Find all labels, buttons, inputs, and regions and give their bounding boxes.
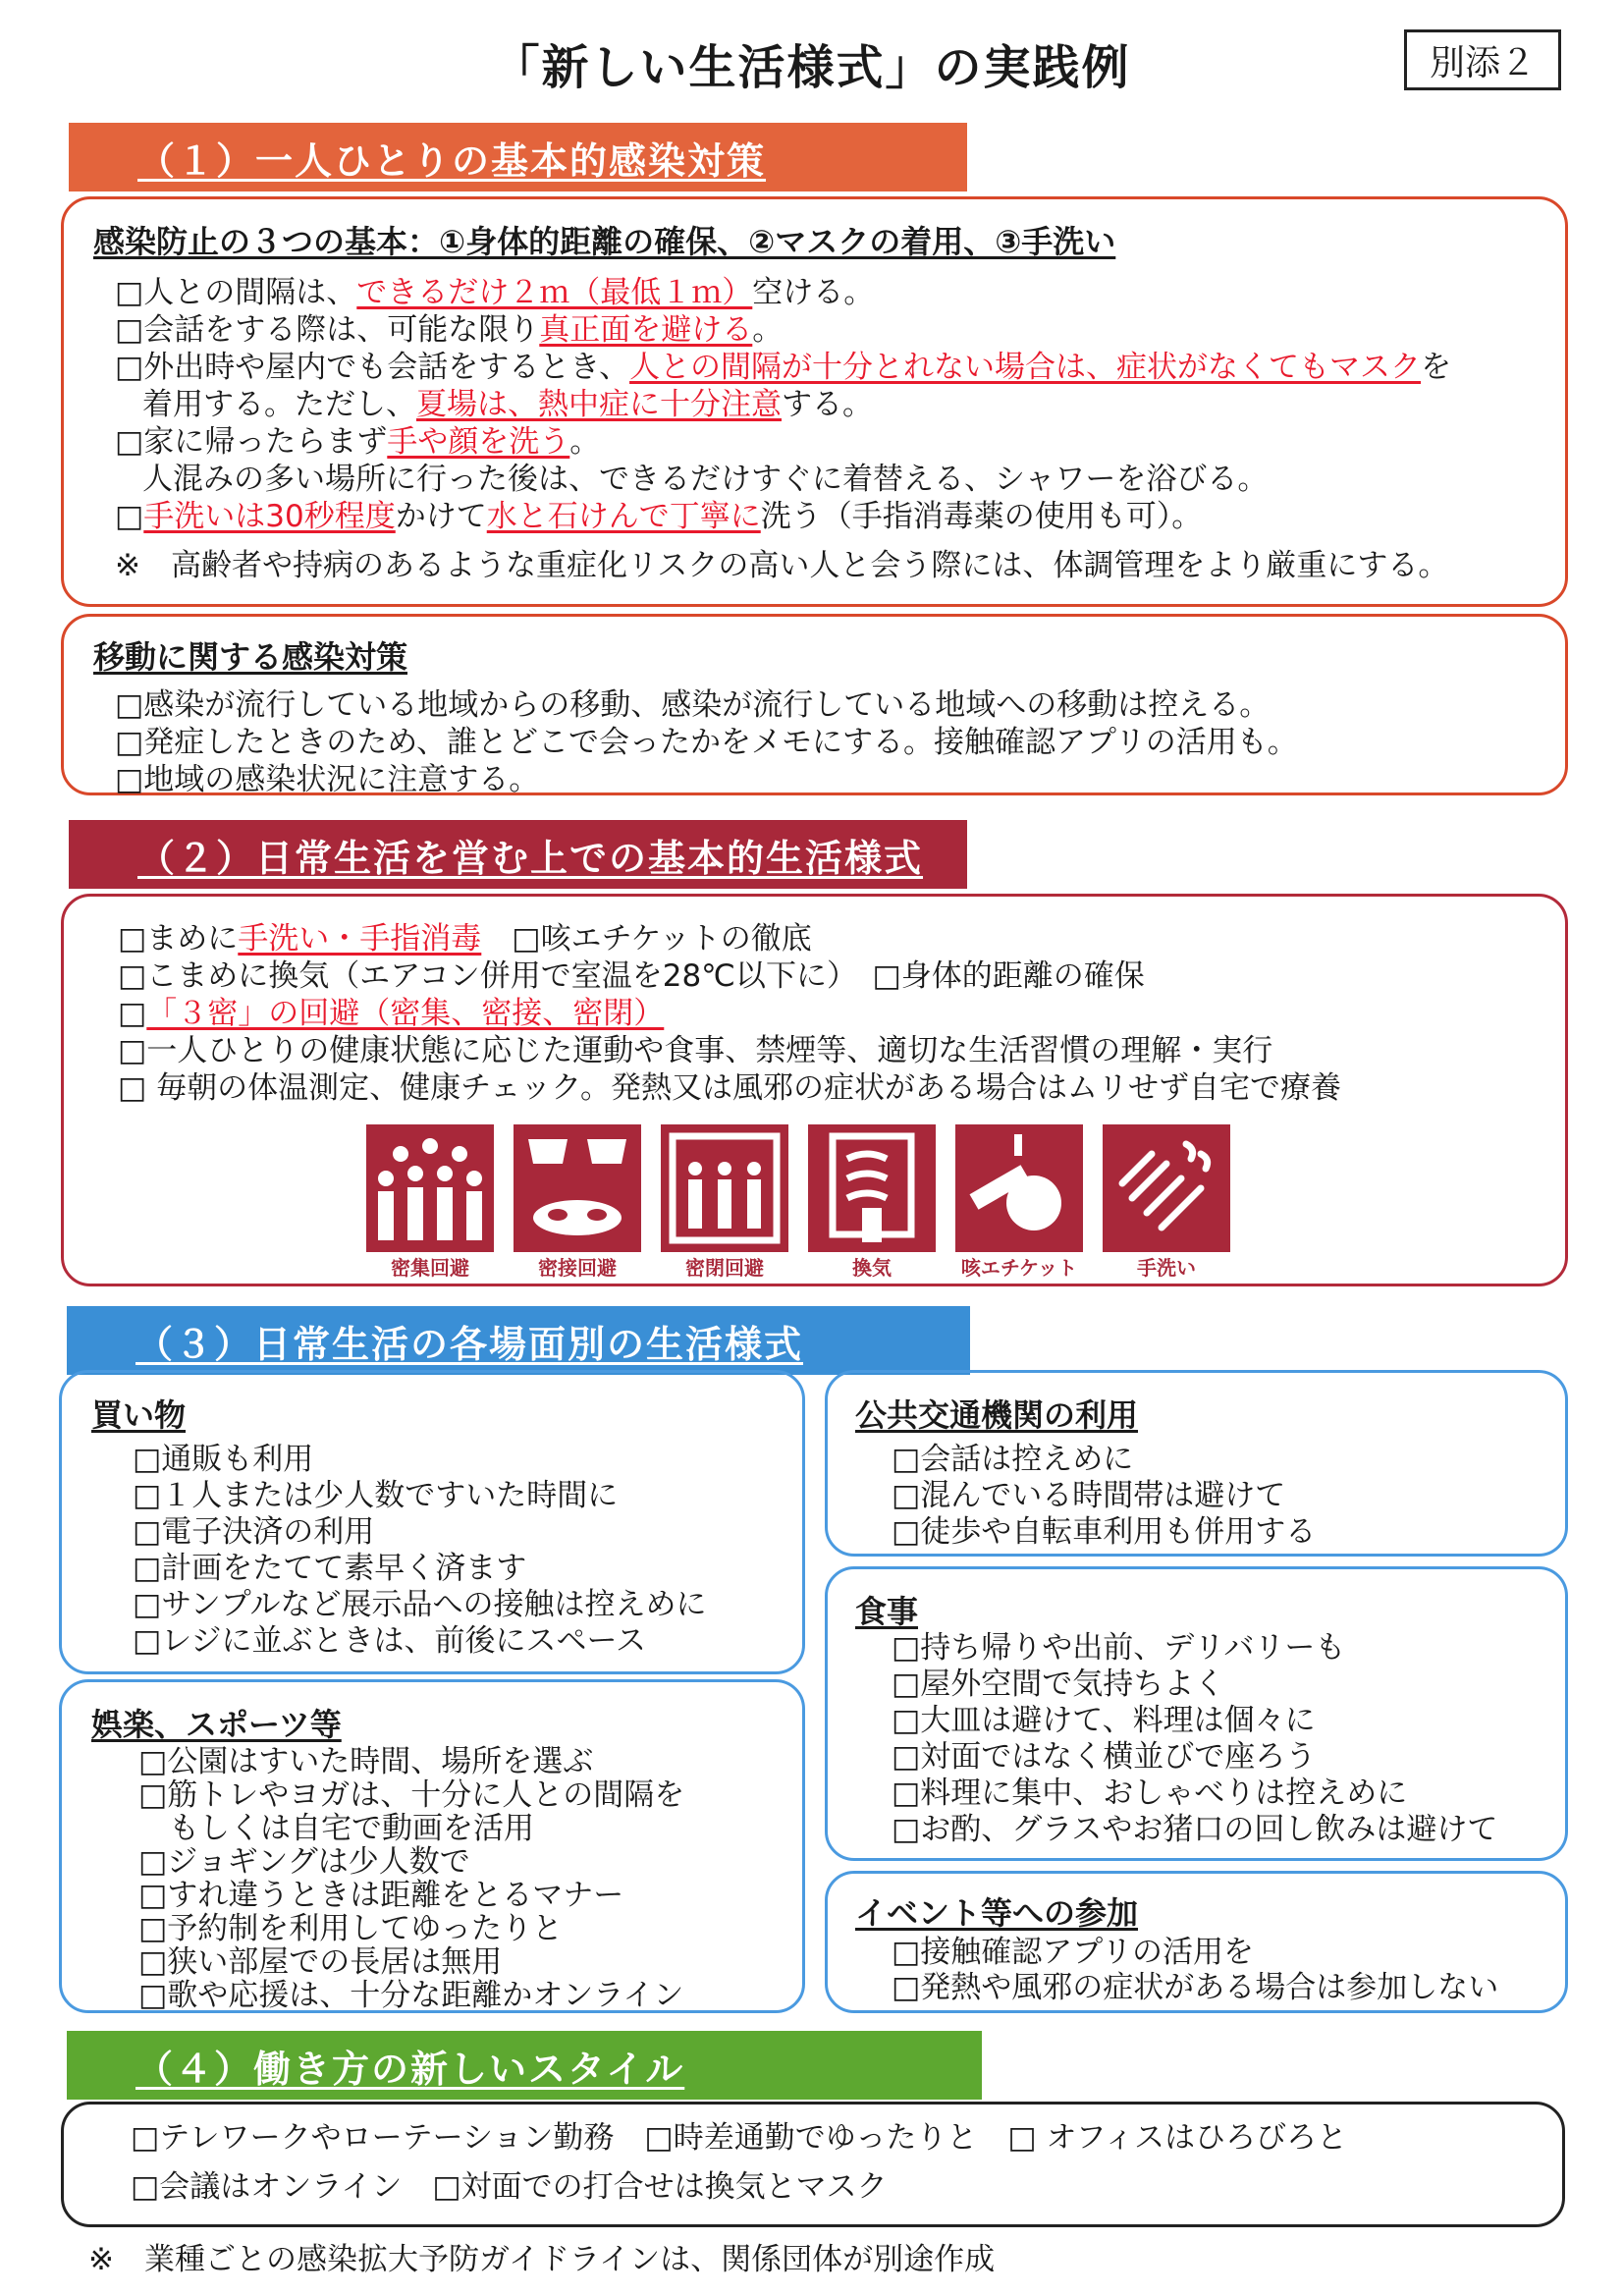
list-item: もしくは自宅で動画を活用 — [138, 1811, 534, 1846]
elderly-note: ※ 高齢者や持病のあるような重症化リスクの高い人と会う際には、体調管理をより厳重にする。 — [115, 548, 1449, 583]
bullet-health: □一人ひとりの健康状態に応じた運動や食事、禁煙等、適切な生活習慣の理解・実行 — [118, 1033, 1273, 1068]
list-item: □歌や応援は、十分な距離かオンライン — [138, 1978, 684, 2013]
event-box — [825, 1871, 1568, 2013]
movement-heading: 移動に関する感染対策 — [93, 638, 408, 676]
list-item: □発症したときのため、誰とどこで会ったかをメモにする。接触確認アプリの活用も。 — [115, 725, 1298, 760]
list-item: □地域の感染状況に注意する。 — [115, 762, 540, 797]
closed-space-avoid-icon — [661, 1124, 788, 1252]
cough-etiquette-icon — [955, 1124, 1083, 1252]
list-item: □料理に集中、おしゃべりは控えめに — [892, 1776, 1408, 1811]
list-item: □公園はすいた時間、場所を選ぶ — [138, 1744, 594, 1779]
list-item: □接触確認アプリの活用を — [892, 1935, 1255, 1970]
crowd-avoid-icon — [366, 1124, 494, 1252]
bullet-mask-cont: 着用する。ただし、夏場は、熱中症に十分注意する。 — [142, 387, 873, 422]
list-item: □ジョギングは少人数で — [138, 1844, 470, 1880]
close-contact-avoid-icon — [514, 1124, 641, 1252]
bullet-handwash: □手洗いは30秒程度かけて水と石けんで丁寧に洗う（手指消毒薬の使用も可）。 — [115, 499, 1203, 534]
list-item: □屋外空間で気持ちよく — [892, 1667, 1225, 1702]
list-item: □対面ではなく横並びで座ろう — [892, 1739, 1317, 1775]
movement-box — [61, 614, 1568, 795]
list-item: □発熱や風邪の症状がある場合は参加しない — [892, 1970, 1499, 2005]
list-item: □通販も利用 — [133, 1442, 314, 1477]
bullet-wash-face-cont: 人混みの多い場所に行った後は、できるだけすぐに着替える、シャワーを浴びる。 — [142, 462, 1269, 497]
list-item: □すれ違うときは距離をとるマナー — [138, 1878, 624, 1913]
list-item: □狭い部屋での長居は無用 — [138, 1944, 503, 1980]
list-item: □計画をたてて素早く済ます — [133, 1551, 527, 1586]
list-item: □持ち帰りや出前、デリバリーも — [892, 1630, 1346, 1666]
list-item: □大皿は避けて、料理は個々に — [892, 1703, 1316, 1738]
attachment-label: 別添２ — [1404, 29, 1561, 90]
bullet-ventilation: □こまめに換気（エアコン併用で室温を28℃以下に） □身体的距離の確保 — [118, 958, 1145, 994]
ventilation-icon — [808, 1124, 936, 1252]
list-item: □筋トレやヨガは、十分に人との間隔を — [138, 1777, 685, 1813]
bullet-wash-face: □家に帰ったらまず手や顔を洗う。 — [115, 424, 601, 460]
bullet-3c: □「３密」の回避（密集、密接、密閉） — [118, 996, 665, 1031]
meal-box — [825, 1566, 1568, 1861]
list-item: □感染が流行している地域からの移動、感染が流行している地域への移動は控える。 — [115, 687, 1271, 723]
work-line-1: □テレワークやローテーション勤務 □時差通勤でゆったりと □ オフィスはひろびろと — [131, 2120, 1348, 2156]
basic-measures-heading: 感染防止の３つの基本：①身体的距離の確保、②マスクの着用、③手洗い — [93, 223, 1116, 260]
transit-heading: 公共交通機関の利用 — [855, 1396, 1139, 1434]
list-item: □徒歩や自転車利用も併用する — [892, 1514, 1317, 1550]
bullet-handwash-2: □まめに手洗い・手指消毒 □咳エチケットの徹底 — [118, 921, 812, 957]
daily-life-box — [61, 894, 1568, 1286]
handwashing-icon — [1103, 1124, 1230, 1252]
icon-caption: 密閉回避 — [685, 1256, 764, 1280]
footnote: ※ 業種ごとの感染拡大予防ガイドラインは、関係団体が別途作成 — [88, 2242, 996, 2277]
leisure-heading: 娯楽、スポーツ等 — [91, 1706, 342, 1743]
shopping-heading: 買い物 — [91, 1396, 187, 1434]
icon-caption: 密接回避 — [538, 1256, 617, 1280]
page-title: 「新しい生活様式」の実践例 — [492, 40, 1131, 95]
list-item: □サンプルなど展示品への接触は控えめに — [133, 1587, 707, 1622]
work-line-2: □会議はオンライン □対面での打合せは換気とマスク — [131, 2169, 888, 2205]
event-heading: イベント等への参加 — [855, 1894, 1139, 1932]
bullet-conversation: □会話をする際は、可能な限り真正面を避ける。 — [115, 312, 784, 348]
bullet-temperature: □ 毎朝の体温測定、健康チェック。発熱又は風邪の症状がある場合はムリせず自宅で療養 — [118, 1070, 1341, 1106]
section2-header: （２）日常生活を営む上での基本的生活様式 — [69, 820, 967, 889]
section1-header: （１）一人ひとりの基本的感染対策 — [69, 123, 967, 191]
icon-caption: 手洗い — [1137, 1256, 1196, 1280]
basic-measures-box — [61, 196, 1568, 607]
leisure-box — [59, 1679, 805, 2013]
meal-heading: 食事 — [855, 1593, 919, 1630]
transit-box — [825, 1370, 1568, 1557]
list-item: □予約制を利用してゆったりと — [138, 1911, 563, 1946]
section4-header: （４）働き方の新しいスタイル — [67, 2031, 982, 2100]
work-style-box — [61, 2102, 1565, 2227]
list-item: □会話は控えめに — [892, 1442, 1134, 1477]
shopping-box — [59, 1370, 805, 1674]
list-item: □混んでいる時間帯は避けて — [892, 1478, 1286, 1513]
list-item: □お酌、グラスやお猪口の回し飲みは避けて — [892, 1812, 1498, 1847]
list-item: □レジに並ぶときは、前後にスペース — [133, 1623, 646, 1659]
list-item: □電子決済の利用 — [133, 1514, 375, 1550]
icon-caption: 咳エチケット — [960, 1256, 1078, 1280]
bullet-distance: □人との間隔は、できるだけ２ｍ（最低１ｍ）空ける。 — [115, 275, 875, 310]
bullet-mask: □外出時や屋内でも会話をするとき、人との間隔が十分とれない場合は、症状がなくてもマスクを — [115, 350, 1452, 385]
icon-caption: 換気 — [852, 1256, 892, 1280]
list-item: □１人または少人数ですいた時間に — [133, 1478, 619, 1513]
section3-header: （３）日常生活の各場面別の生活様式 — [67, 1306, 970, 1375]
icon-caption: 密集回避 — [391, 1256, 469, 1280]
